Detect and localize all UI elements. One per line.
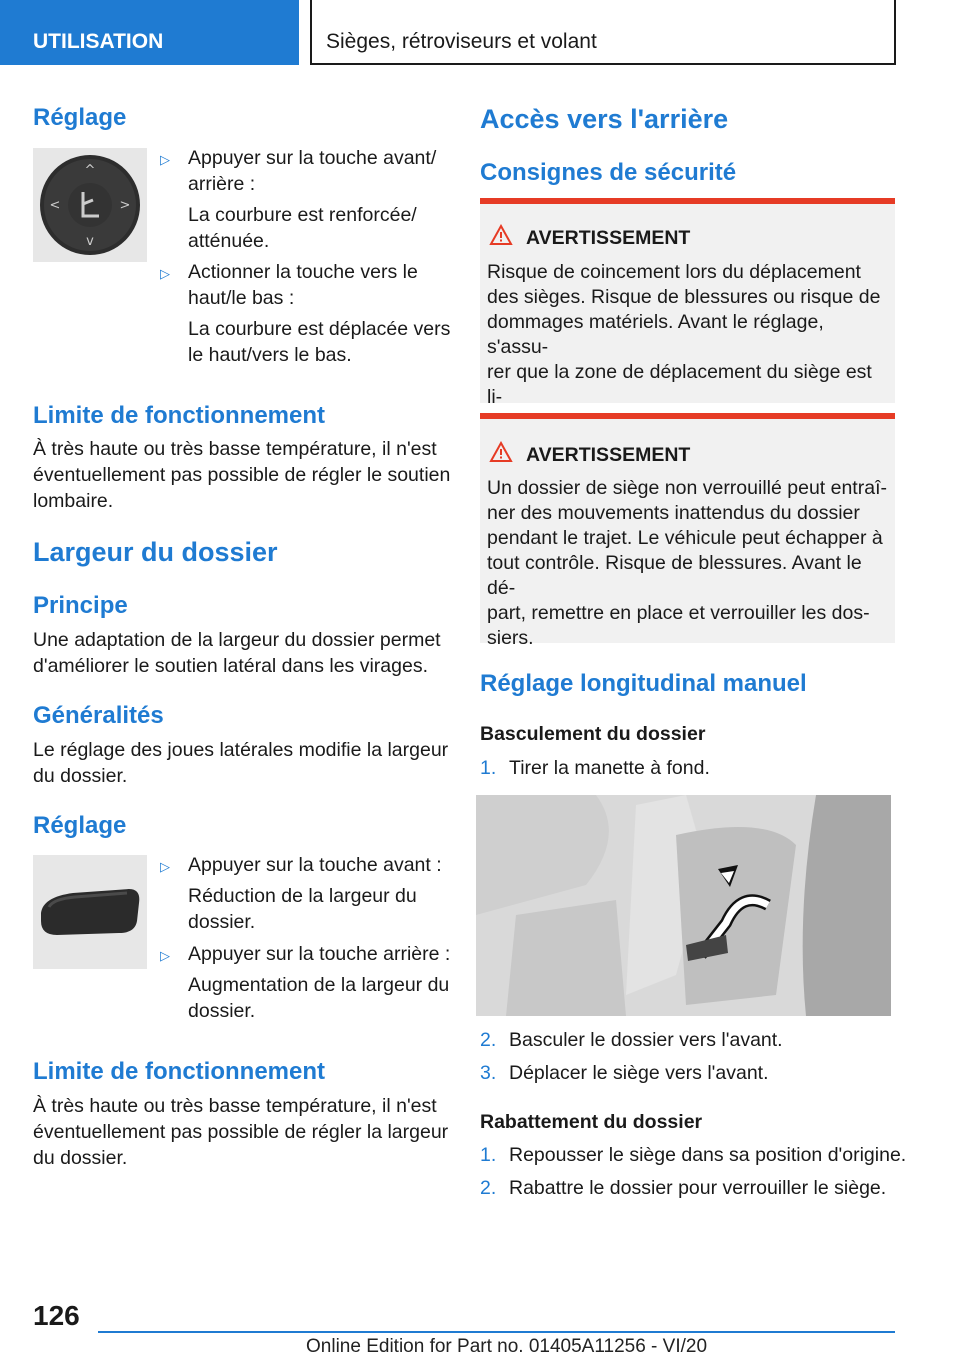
warning-title: AVERTISSEMENT (526, 444, 691, 466)
limite-text: À très haute ou très basse température, il n'est éventuellement pas possible de régler le soutien lombaire. (33, 438, 451, 512)
step-text: Déplacer le siège vers l'avant. (509, 1062, 769, 1084)
bullet-result: Réduction de la largeur du dossier. (188, 885, 417, 933)
step-number: 2. (480, 1177, 497, 1199)
bullet-result: Augmentation de la largeur du dossier. (188, 974, 450, 1022)
warning-triangle-icon (489, 224, 513, 251)
step-text: Repousser le siège dans sa position d'origine. (509, 1144, 907, 1166)
generalites-text: Le réglage des joues latérales modifie la largeur du dossier. (33, 739, 449, 787)
bullet-result: La courbure est déplacée vers le haut/vers le bas. (188, 318, 451, 366)
triangle-bullet-icon: ▷ (160, 859, 170, 874)
triangle-bullet-icon: ▷ (160, 266, 170, 281)
bullet-text: Appuyer sur la touche arrière : (188, 943, 451, 965)
svg-text:^: ^ (84, 163, 96, 178)
svg-text:v: v (86, 234, 94, 249)
bullet-text: Appuyer sur la touche avant : (188, 854, 442, 876)
page-number: 126 (33, 1300, 80, 1331)
step-number: 2. (480, 1029, 497, 1051)
warning-title: AVERTISSEMENT (526, 227, 691, 249)
principe-text: Une adaptation de la largeur du dossier permet d'améliorer le soutien latéral dans les virages. (33, 629, 441, 677)
bullet-result: La courbure est renforcée/ atténuée. (188, 204, 417, 252)
lumbar-switch-image (33, 148, 147, 262)
section-tab: UTILISATION (0, 0, 299, 65)
triangle-bullet-icon: ▷ (160, 948, 170, 963)
triangle-bullet-icon: ▷ (160, 152, 170, 167)
edition-text: Online Edition for Part no. 01405A11256 - VI/20 (306, 1336, 708, 1357)
generalites-heading: Généralités (33, 702, 164, 729)
warning-box (480, 198, 895, 408)
principe-heading: Principe (33, 592, 128, 619)
footer-divider (98, 1331, 895, 1333)
basculement-heading: Basculement du dossier (480, 723, 706, 745)
warning-box (480, 413, 895, 649)
limite2-text: À très haute ou très basse température, il n'est éventuellement pas possible de régler la largeur du dossier. (33, 1095, 449, 1169)
warning-triangle-icon (489, 441, 513, 468)
warning-text: Un dossier de siège non verrouillé peut entraî- ner des mouvements inattendus du dossier pendant le trajet. Le véhicule peut échapper à tout contrôle. Risque de blessures. Avant le dé- part, remettre en place et verrouiller les dos- siers. (487, 477, 887, 649)
acces-heading: Accès vers l'arrière (480, 104, 729, 134)
step-number: 1. (480, 757, 497, 779)
reglage-long-heading: Réglage longitudinal manuel (480, 670, 807, 697)
svg-text:>: > (119, 198, 131, 213)
step-number: 1. (480, 1144, 497, 1166)
limite-heading: Limite de fonctionnement (33, 402, 326, 429)
step-number: 3. (480, 1062, 497, 1084)
width-switch-image (33, 855, 147, 969)
limite2-heading: Limite de fonctionnement (33, 1058, 326, 1085)
step-text: Basculer le dossier vers l'avant. (509, 1029, 783, 1051)
step-text: Tirer la manette à fond. (509, 757, 710, 779)
reglage2-heading: Réglage (33, 812, 127, 839)
largeur-heading: Largeur du dossier (33, 537, 278, 567)
consignes-heading: Consignes de sécurité (480, 159, 737, 186)
rabattement-heading: Rabattement du dossier (480, 1111, 703, 1133)
bullet-text: Appuyer sur la touche avant/ arrière : (188, 147, 437, 195)
bullet-text: Actionner la touche vers le haut/le bas : (188, 261, 418, 309)
reglage-heading: Réglage (33, 104, 127, 131)
warning-text: Risque de coincement lors du déplacement des sièges. Risque de blessures ou risque de dommages matériels. Avant le réglage, s'assu- rer que la zone de déplacement du siège est li- (487, 261, 881, 408)
step-text: Rabattre le dossier pour verrouiller le siège. (509, 1177, 887, 1199)
seat-lever-image (476, 795, 891, 1016)
svg-text:<: < (49, 198, 61, 213)
chapter-title: Sièges, rétroviseurs et volant (310, 0, 896, 65)
